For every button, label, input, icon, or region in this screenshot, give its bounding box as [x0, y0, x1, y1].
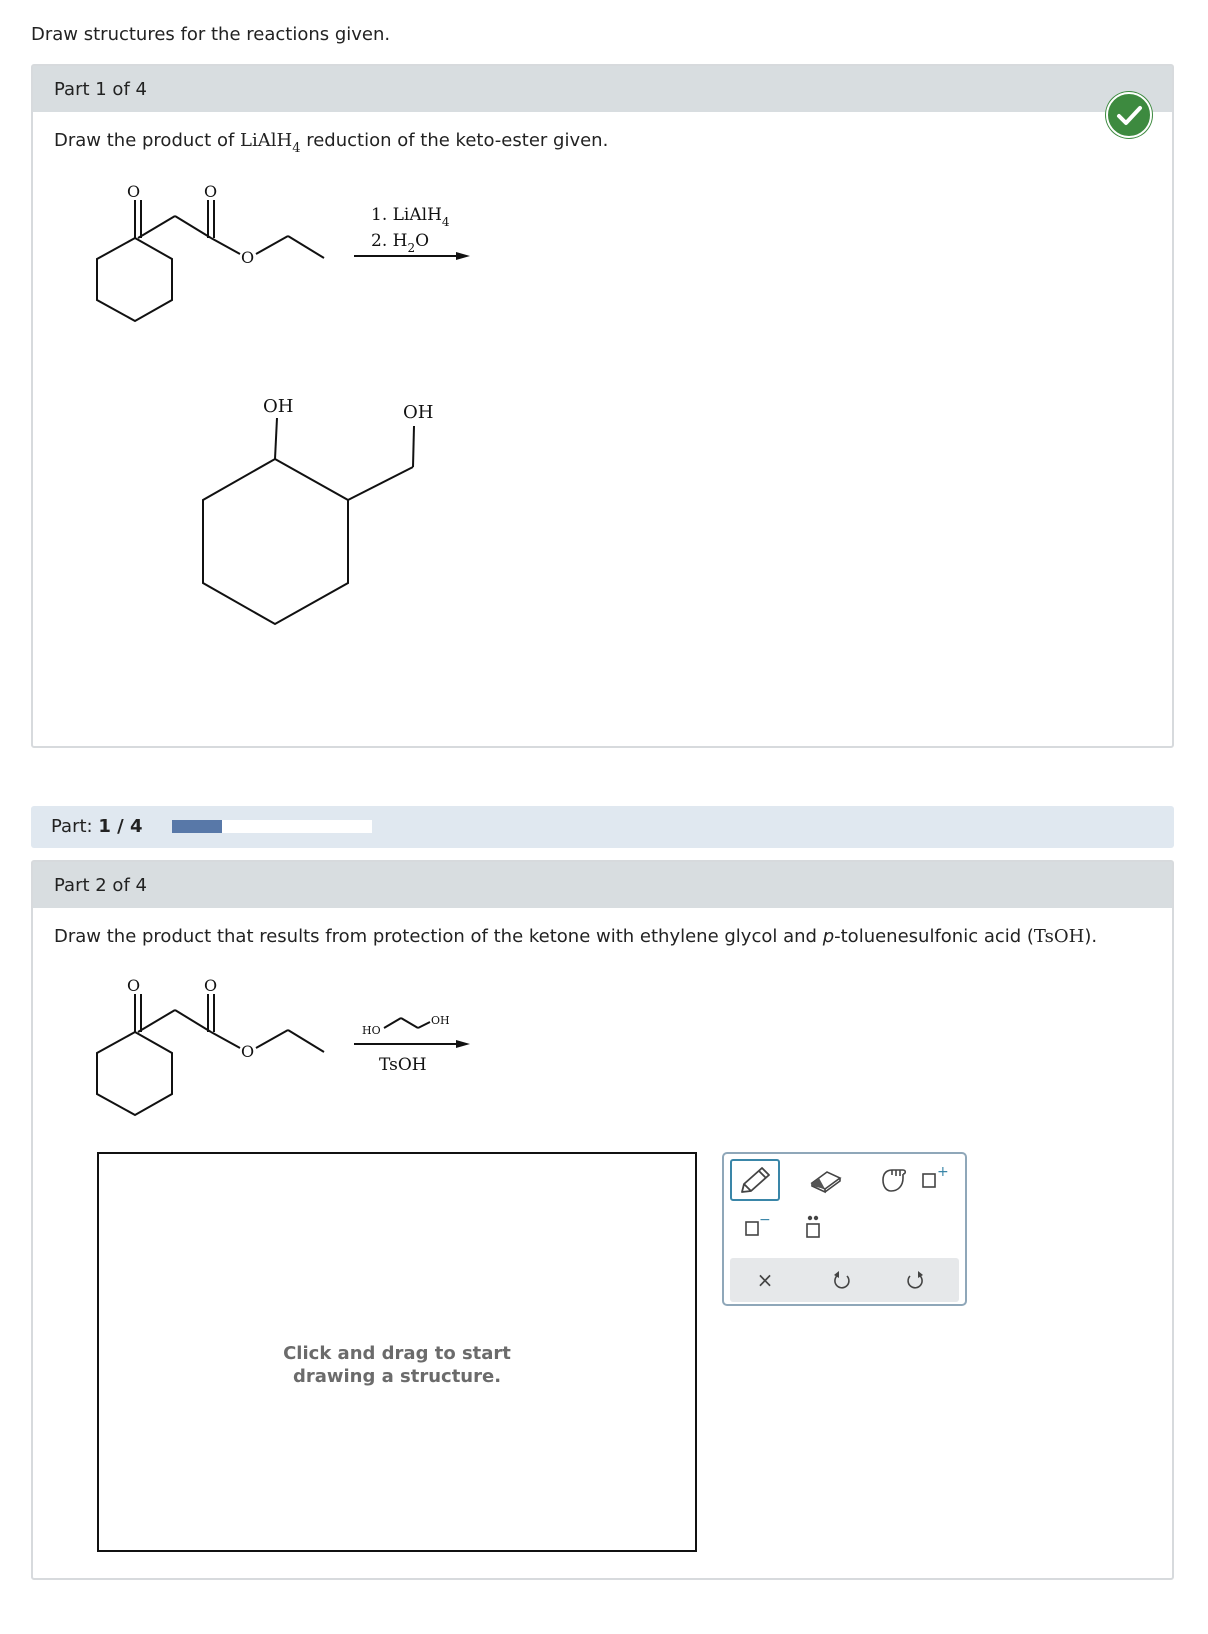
part-1-panel	[31, 64, 1174, 748]
part-1-question: Draw the product of LiAlH$_4$ reduction of the keto-ester given.	[54, 130, 609, 156]
atom-o: O	[241, 1042, 255, 1061]
part-2-title: Part 2 of 4	[54, 874, 147, 896]
drawing-toolbar	[722, 1152, 967, 1306]
lone-pair-icon	[798, 1212, 828, 1242]
progress-fill	[172, 820, 222, 833]
svg-text:−: −	[759, 1212, 771, 1228]
progress-track	[172, 820, 372, 833]
positive-charge-button[interactable]	[909, 1159, 959, 1201]
redo-icon	[904, 1269, 926, 1291]
progress-bar	[31, 806, 1174, 848]
negative-charge-button[interactable]	[732, 1206, 782, 1248]
atom-oh: OH	[403, 402, 434, 423]
condition-step-1: 1. LiAlH$_4$	[371, 205, 450, 229]
hand-icon	[879, 1165, 909, 1195]
drawing-canvas[interactable]	[97, 1152, 697, 1552]
pencil-tool-button[interactable]	[730, 1159, 780, 1201]
instructions: Draw structures for the reactions given.	[31, 24, 391, 45]
condition-step-2: 2. $H_2O$	[371, 231, 430, 255]
redo-button[interactable]	[890, 1259, 940, 1301]
atom-o: O	[241, 248, 255, 267]
undo-button[interactable]	[817, 1259, 867, 1301]
clear-button[interactable]	[740, 1259, 790, 1301]
atom-o: O	[127, 976, 141, 995]
atom-o: O	[204, 976, 218, 995]
part-1-reaction-scheme	[88, 172, 508, 332]
pencil-icon	[736, 1165, 774, 1195]
part-2-header	[33, 862, 1172, 908]
correct-check-icon	[1106, 92, 1152, 138]
part-2-question: Draw the product that results from protection of the ketone with ethylene glycol and p-toluenesulfonic acid (TsOH).	[54, 926, 1098, 947]
reagent-tsoh: TsOH	[379, 1055, 427, 1075]
canvas-hint: Click and drag to start drawing a structure.	[283, 1343, 511, 1387]
part-1-header	[33, 66, 1172, 112]
reagent-formula: LiAlH$_4$	[240, 130, 301, 156]
reagent-ho: HO	[362, 1024, 381, 1037]
reagent-oh: OH	[431, 1014, 450, 1027]
positive-charge-icon	[919, 1165, 949, 1195]
part-1-title: Part 1 of 4	[54, 78, 147, 100]
part-1-product-structure	[193, 390, 453, 630]
eraser-icon	[809, 1166, 843, 1194]
cyclohexane-ring	[97, 238, 172, 321]
undo-icon	[831, 1269, 853, 1291]
clear-icon: ×	[756, 1268, 774, 1292]
negative-charge-icon	[742, 1212, 772, 1242]
progress-label: Part: 1 / 4	[51, 816, 143, 837]
lone-pair-button[interactable]	[788, 1206, 838, 1248]
part-2-panel	[31, 860, 1174, 1580]
atom-oh: OH	[263, 396, 294, 417]
svg-text:+: +	[937, 1165, 949, 1180]
atom-o: O	[204, 182, 218, 201]
eraser-tool-button[interactable]	[801, 1159, 851, 1201]
part-2-reaction-scheme	[88, 966, 508, 1126]
atom-o: O	[127, 182, 141, 201]
